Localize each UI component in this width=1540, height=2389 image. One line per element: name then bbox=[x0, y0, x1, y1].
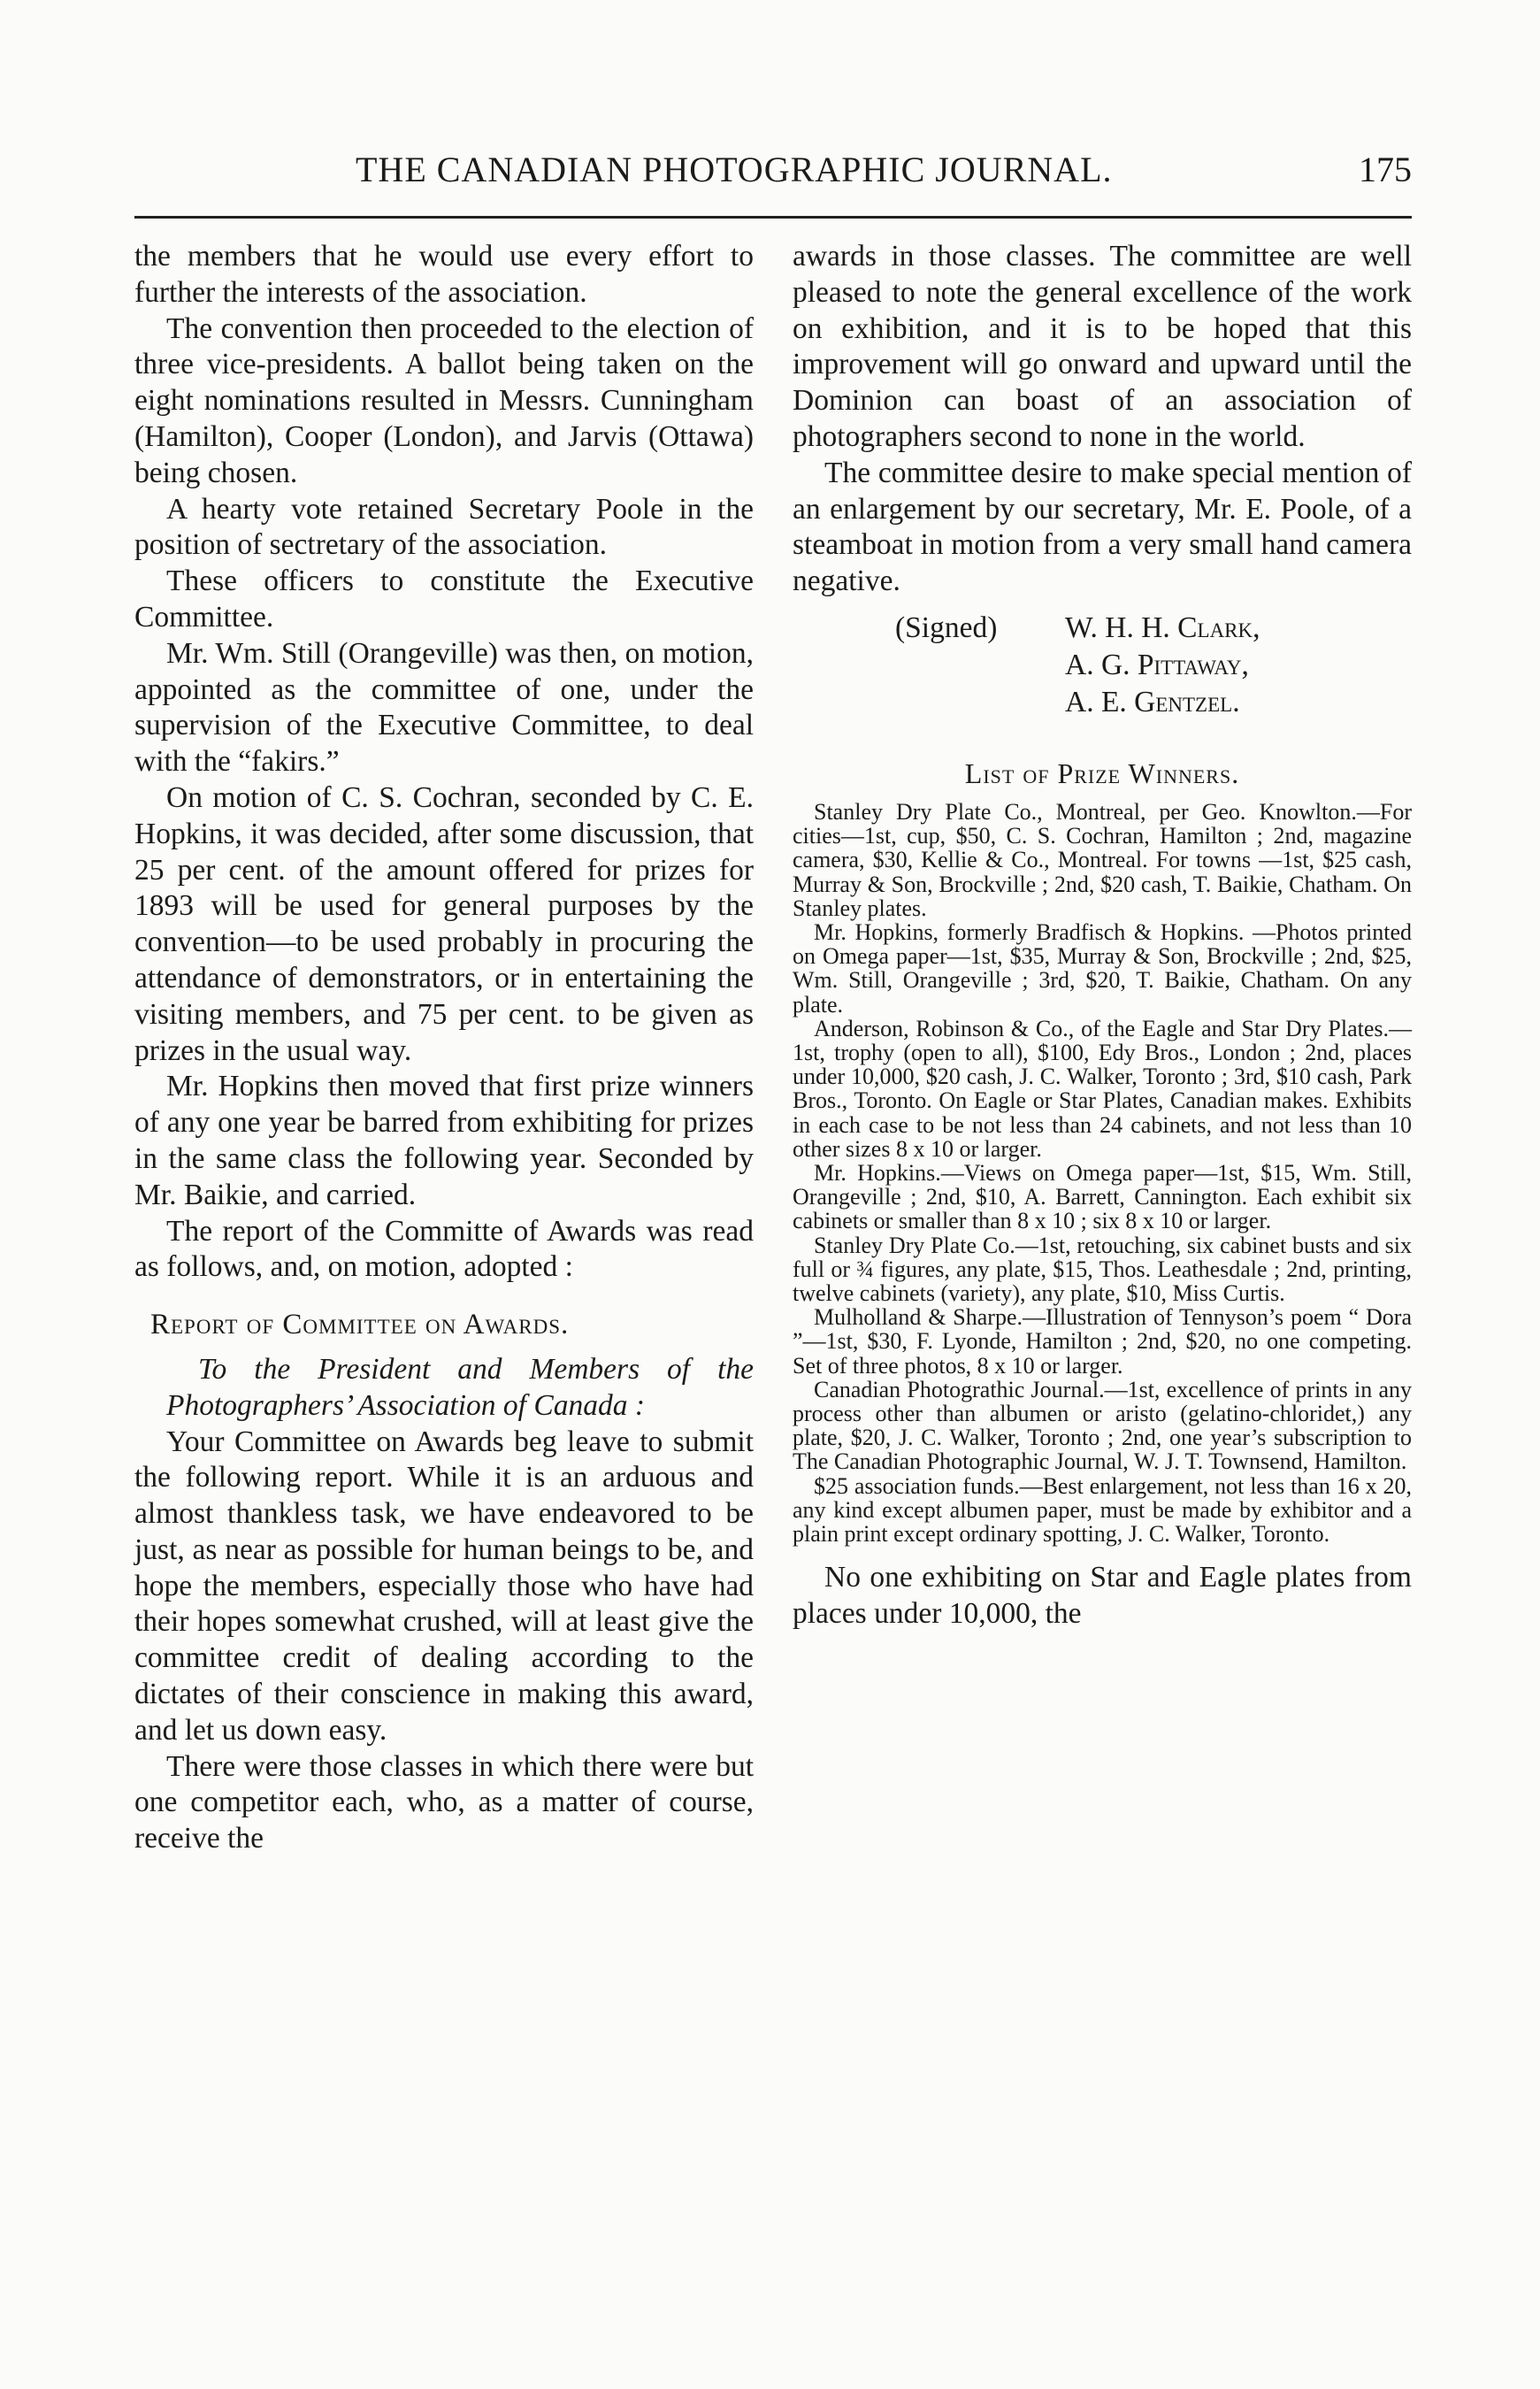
prize-entry: Mr. Hopkins, formerly Bradfisch & Hopkins. —Photos printed on Omega paper—1st, $35, Murray & Son, Brockville ; 2nd, $25, Wm. Still, Orangeville ; 3rd, $20, T. Baikie, Chatham. On any plate. bbox=[793, 918, 1412, 1018]
signed-label: (Signed) bbox=[895, 611, 998, 644]
journal-title: THE CANADIAN PHOTOGRAPHIC JOURNAL. bbox=[356, 150, 1113, 189]
paragraph: The committee desire to make special mention of an enlargement by our secretary, Mr. E. Poole, of a steamboat in motion from a very small hand camera negative. bbox=[793, 456, 1412, 598]
paragraph: On motion of C. S. Cochran, seconded by C. E. Hopkins, it was decided, after some discussion, that 25 per cent. of the amount offered for prizes for 1893 will be used for general purposes by the convention—to be used probably in procuring the attendance of demonstrators, or in entertaining the visiting members, and 75 per cent. to be given as prizes in the usual way. bbox=[134, 780, 754, 1067]
paragraph: awards in those classes. The committee are well pleased to note the general excellence of the work on exhibition, and it is to be hoped that this improvement will go onward and upward until the Dominion can boast of an association of photographers second to none in the world. bbox=[793, 240, 1412, 453]
prize-entry: Anderson, Robinson & Co., of the Eagle and Star Dry Plates.—1st, trophy (open to all), $100, Edy Bros., London ; 2nd, places under 10,000, $20 cash, J. C. Walker, Toronto ; 3rd, $10 cash, Park Bros., Toronto. On Eagle or Star Plates, Canadian makes. Exhibits in each case to be not less than 24 cabinets, and not less than 10 other sizes 8 x 10 or larger. bbox=[793, 1015, 1412, 1162]
paragraph: No one exhibiting on Star and Eagle plates from places under 10,000, the bbox=[793, 1561, 1412, 1631]
paragraph: Your Committee on Awards beg leave to submit the following report. While it is an arduous and almost thankless task, we have endeavored to be just, as near as possible for human beings to be, and hope the members, especially those who have had their hopes somewhat crushed, will at least give the committee credit of dealing according to the dictates of their conscience in making this award, and let us down easy. bbox=[134, 1425, 754, 1747]
prize-entry: Stanley Dry Plate Co., Montreal, per Geo. Knowlton.—For cities—1st, cup, $50, C. S. Cochran, Hamilton ; 2nd, magazine camera, $30, Kellie & Co., Montreal. For towns —1st, $25 cash, Murray & Son, Brockville ; 2nd, $20 cash, T. Baikie, Chatham. On Stanley plates. bbox=[793, 798, 1412, 921]
paragraph: The report of the Committe of Awards was read as follows, and, on motion, adopted : bbox=[134, 1214, 754, 1284]
prize-entry: Stanley Dry Plate Co.—1st, retouching, six cabinet busts and six full or ¾ figures, any plate, $15, Thos. Leathesdale ; 2nd, printing, twelve cabinets (variety), any plate, $10, Miss Curtis. bbox=[793, 1232, 1412, 1307]
paragraph: These officers to constitute the Executive Committee. bbox=[134, 565, 754, 634]
signer-name: A. G. Pittaway, bbox=[1065, 648, 1249, 681]
paragraph: Mr. Wm. Still (Orangeville) was then, on motion, appointed as the committee of one, under the supervision of the Executive Committee, to deal with the “fakirs.” bbox=[134, 636, 754, 779]
right-column bbox=[793, 239, 1412, 1632]
prize-entry: $25 association funds.—Best enlargement, not less than 16 x 20, any kind except albumen paper, must be made by exhibitor and a plain print except ordinary spotting, J. C. Walker, Toronto. bbox=[793, 1472, 1412, 1548]
prize-entry: Mr. Hopkins.—Views on Omega paper—1st, $15, Wm. Still, Orangeville ; 2nd, $10, A. Barrett, Cannington. Each exhibit six cabinets or smaller than 8 x 10 ; six 8 x 10 or larger. bbox=[793, 1160, 1412, 1234]
paragraph: the members that he would use every effort to further the interests of the association. bbox=[134, 240, 754, 309]
running-header bbox=[134, 149, 1412, 202]
left-column bbox=[134, 239, 754, 1857]
page-number: 175 bbox=[1359, 150, 1412, 189]
signature-block bbox=[793, 611, 1412, 731]
report-address: To the President and Members of the Photographers’ Association of Canada : bbox=[166, 1352, 754, 1422]
paragraph: The convention then proceeded to the election of three vice-presidents. A ballot being taken on the eight nominations resulted in Messrs. Cunningham (Hamilton), Cooper (London), and Jarvis (Ottawa) being chosen. bbox=[134, 311, 754, 489]
report-heading: Report of Committee on Awards. bbox=[150, 1309, 570, 1341]
paragraph: A hearty vote retained Secretary Poole in the position of sectretary of the association. bbox=[134, 492, 754, 562]
prize-entry: Mulholland & Sharpe.—Illustration of Tennyson’s poem “ Dora ”—1st, $30, F. Lyonde, Hamilton ; 2nd, $20, no one competing. Set of three photos, 8 x 10 or larger. bbox=[793, 1304, 1412, 1379]
paragraph: Mr. Hopkins then moved that first prize winners of any one year be barred from exhibiting for prizes in the same class the following year. Seconded by Mr. Baikie, and carried. bbox=[134, 1070, 754, 1211]
signer-name: W. H. H. Clark, bbox=[1065, 611, 1260, 644]
prize-entry: Canadian Photograthic Journal.—1st, excellence of prints in any process other than albumen or aristo (gelatino-chloridet,) any plate, $20, J. C. Walker, Toronto ; 2nd, one year’s subscription to The Canadian Photographic Journal, W. J. T. Townsend, Hamilton. bbox=[793, 1376, 1412, 1475]
prize-list-heading: List of Prize Winners. bbox=[964, 757, 1240, 789]
signer-name: A. E. Gentzel. bbox=[1065, 685, 1240, 718]
paragraph: There were those classes in which there were but one competitor each, who, as a matter of course, receive the bbox=[134, 1749, 754, 1855]
header-rule bbox=[134, 216, 1412, 219]
